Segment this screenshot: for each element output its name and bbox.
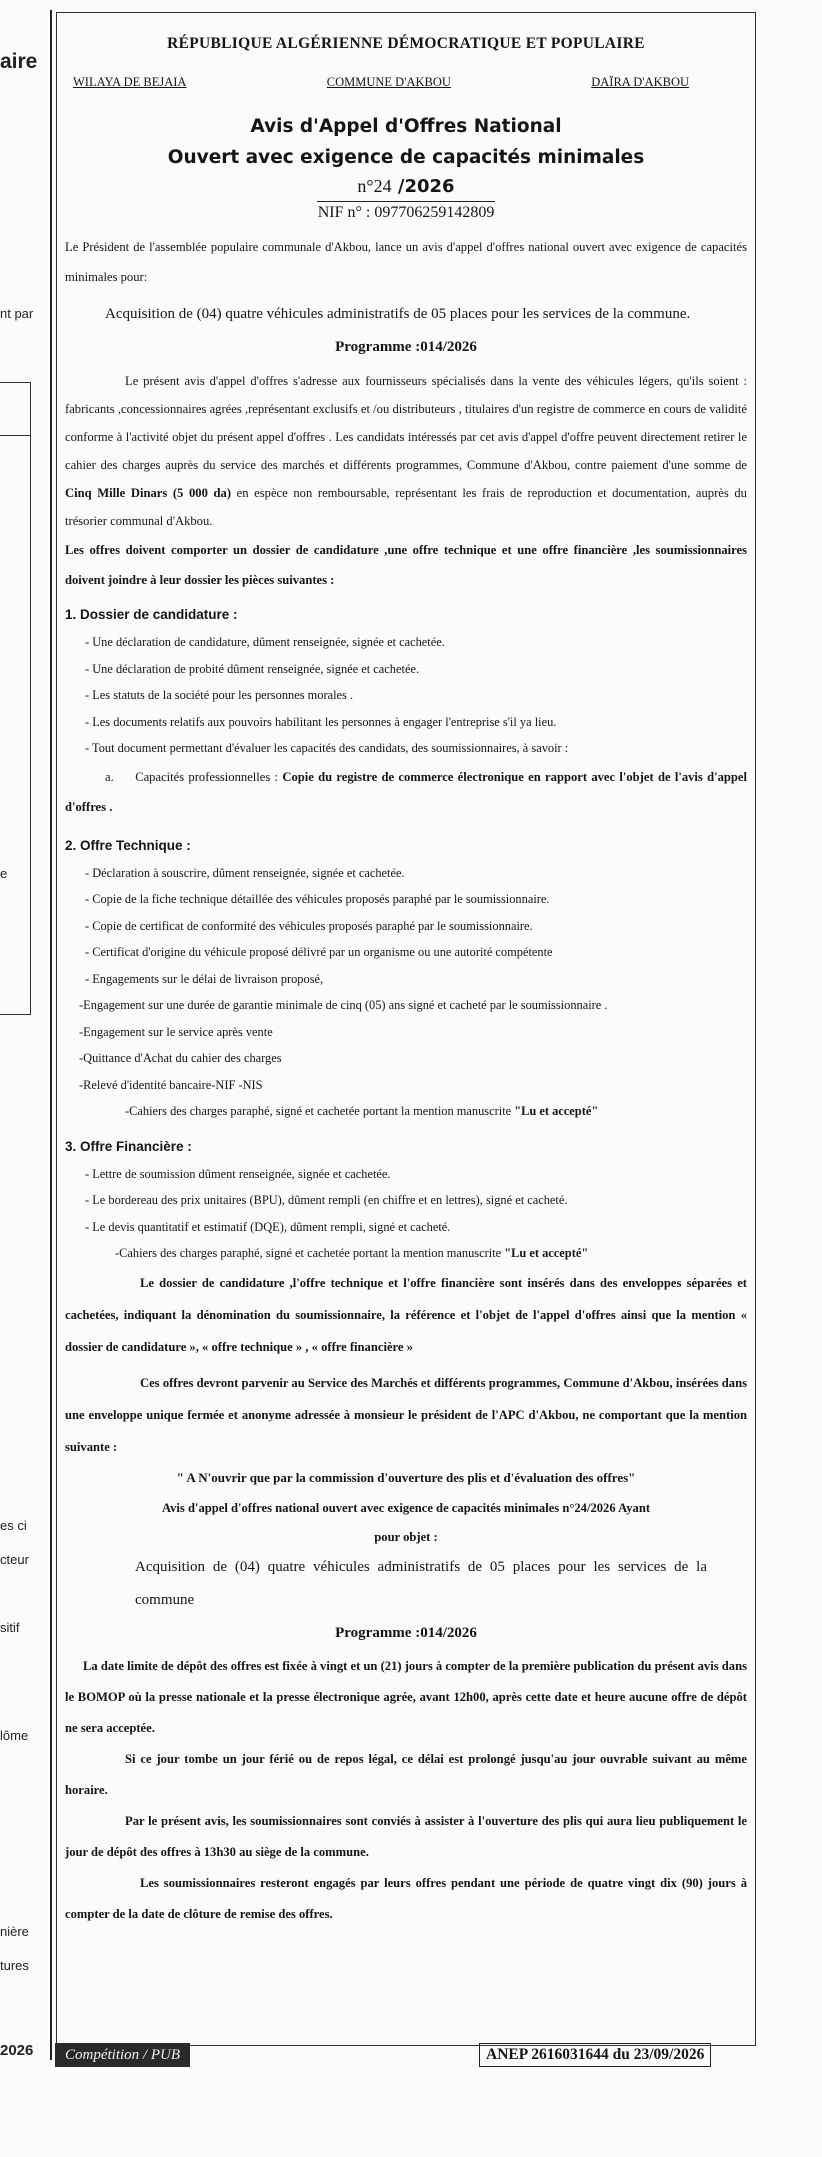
section-tag: Compétition / PUB <box>55 2043 190 2067</box>
fragment-text: tures <box>0 1958 29 1973</box>
fragment-text: sitif <box>0 1620 20 1635</box>
list-item: - Le devis quantitatif et estimatif (DQE), dûment rempli, signé et cacheté. <box>85 1219 451 1234</box>
paragraph-audience: Le présent avis d'appel d'offres s'adresse aux fournisseurs spécialisés dans la vente des véhicules légers, qu'ils soient : fabricants ,concessionnaires agrées ,représentant exclusifs et /ou distributeurs , titulaires d'un registre de commerce en cours de validité conforme à l'activité objet du présent appel d'offres . Les candidats intéressés par cet avis d'appel d'offre peuvent directement retirer le cahier des charges auprès du service des marchés et différents programmes, Commune d'Akbou, contre paiement d'une somme de Cinq Mille Dinars (5 000 da) en espèce non remboursable, représentant les frais de reproduction et documentation, auprès du trésorier communal d'Akbou. <box>65 374 747 528</box>
list-item: -Quittance d'Achat du cahier des charges <box>79 1051 282 1065</box>
list-item: -Engagement sur le service après vente <box>79 1024 273 1039</box>
notice-number: n°24 /2026 <box>357 176 455 197</box>
list-item: -Cahiers des charges paraphé, signé et cachetée portant la mention manuscrite "Lu et accepté" <box>125 1104 599 1118</box>
fragment-text: lôme <box>0 1728 29 1743</box>
fragment-box <box>0 434 31 1015</box>
wilaya-label: WILAYA DE BEJAIA <box>73 75 187 89</box>
paragraph-delivery: Ces offres devront parvenir au Service des Marchés et différents programmes, Commune d'Akbou, insérées dans une enveloppe unique fermée et anonyme adressée à monsieur le président de l'APC d'Akbou, ne comportant que la mention suivante : <box>65 1375 747 1454</box>
section-financial-title: 3. Offre Financière : <box>65 1138 192 1154</box>
fragment-text: 2026 <box>0 2042 34 2059</box>
pour-objet-label: pour objet : <box>374 1529 438 1544</box>
list-item: - Certificat d'origine du véhicule proposé délivré par un organisme ou une autorité compétente <box>85 945 553 959</box>
list-item: - Engagements sur le délai de livraison proposé, <box>85 971 324 986</box>
section-technical-title: 2. Offre Technique : <box>65 837 191 853</box>
list-item: -Relevé d'identité bancaire-NIF -NIS <box>79 1077 263 1092</box>
daira-label: DAÏRA D'AKBOU <box>591 75 689 89</box>
notice-body <box>57 232 755 1930</box>
list-item: - Tout document permettant d'évaluer les capacités des candidats, des soumissionnaires, à savoir : <box>85 741 569 755</box>
tender-notice <box>56 12 756 2046</box>
programme-label-repeat: Programme :014/2026 <box>335 1624 477 1641</box>
list-item: - Copie de certificat de conformité des véhicules proposés paraphé par le soumissionnaire. <box>85 918 533 933</box>
paragraph-holiday: Si ce jour tombe un jour férié ou de repos légal, ce délai est prolongé jusqu'au jour ouvrable suivant au même horaire. <box>65 1751 747 1797</box>
republic-heading: RÉPUBLIQUE ALGÉRIENNE DÉMOCRATIQUE ET POPULAIRE <box>167 35 645 52</box>
title-underline <box>317 201 495 202</box>
paragraph-validity: Les soumissionnaires resteront engagés par leurs offres pendant une période de quatre vingt dix (90) jours à compter de la date de clôture de remise des offres. <box>65 1875 747 1921</box>
adjacent-page-fragment <box>0 0 50 2157</box>
notice-title: Avis d'Appel d'Offres National <box>250 116 562 137</box>
admin-line <box>73 75 689 90</box>
nif-number: NIF n° : 097706259142809 <box>317 204 495 221</box>
list-item: - Une déclaration de probité dûment renseignée, signée et cachetée. <box>85 661 420 676</box>
fragment-text: es ci <box>0 1518 27 1533</box>
list-item: -Engagement sur une durée de garantie minimale de cinq (05) ans signé et cacheté par le soumissionnaire . <box>79 998 608 1012</box>
capacity-item: a. Capacités professionnelles : Copie du registre de commerce électronique en rapport avec l'objet de l'avis d'appel d'offres . <box>65 769 748 814</box>
opening-mention: " A N'ouvrir que par la commission d'ouverture des plis et d'évaluation des offres" <box>176 1469 636 1485</box>
list-item: - Les documents relatifs aux pouvoirs habilitant les personnes à engager l'entreprise s'il ya lieu. <box>85 714 557 729</box>
anep-reference: ANEP 2616031644 du 23/09/2026 <box>479 2043 711 2067</box>
commune-label: COMMUNE D'AKBOU <box>326 75 451 89</box>
fragment-text: aire <box>0 50 38 73</box>
avis-reference: Avis d'appel d'offres national ouvert avec exigence de capacités minimales n°24/2026 Ayant <box>161 1500 651 1515</box>
section-candidature-title: 1. Dossier de candidature : <box>65 607 238 622</box>
paragraph-deadline: La date limite de dépôt des offres est fixée à vingt et un (21) jours à compter de la première publication du présent avis dans le BOMOP où la presse nationale et la presse électronique agrée, avant 12h00, après cette date et heure aucune offre de dépôt ne sera acceptée. <box>65 1658 747 1735</box>
paragraph-opening: Par le présent avis, les soumissionnaires sont conviés à assister à l'ouverture des plis qui aura lieu publiquement le jour de dépôt des offres à 13h30 au siège de la commune. <box>65 1813 747 1859</box>
object-text: Acquisition de (04) quatre véhicules administratifs de 05 places pour les services de la commune. <box>105 306 691 322</box>
list-item: - Déclaration à souscrire, dûment renseignée, signée et cachetée. <box>85 865 405 880</box>
list-item: - Lettre de soumission dûment renseignée, signée et cachetée. <box>85 1166 391 1181</box>
list-item: - Les statuts de la société pour les personnes morales . <box>85 688 354 702</box>
object-text-repeat: Acquisition de (04) quatre véhicules administratifs de 05 places pour les services de la commune <box>135 1558 707 1608</box>
paragraph-envelopes: Le dossier de candidature ,l'offre technique et l'offre financière sont insérés dans des enveloppes séparées et cachetées, indiquant la dénomination du soumissionnaire, la référence et l'objet de l'appel d'offres ainsi que la mention « dossier de candidature », « offre technique » , « offre financière » <box>65 1275 747 1354</box>
notice-subtitle: Ouvert avec exigence de capacités minimales <box>167 147 645 168</box>
programme-label: Programme :014/2026 <box>335 339 477 355</box>
column-divider <box>50 10 52 2060</box>
fragment-text: cteur <box>0 1552 29 1567</box>
list-item: -Cahiers des charges paraphé, signé et cachetée portant la mention manuscrite "Lu et accepté" <box>115 1246 589 1260</box>
fragment-text: nière <box>0 1924 29 1939</box>
list-item: - Une déclaration de candidature, dûment renseignée, signée et cachetée. <box>85 635 445 649</box>
list-item: - Le bordereau des prix unitaires (BPU), dûment rempli (en chiffre et en lettres), signé et cacheté. <box>85 1193 568 1207</box>
list-item: - Copie de la fiche technique détaillée des véhicules proposés paraphé par le soumissionnaire. <box>85 892 550 906</box>
intro-paragraph: Le Président de l'assemblée populaire communale d'Akbou, lance un avis d'appel d'offres national ouvert avec exigence de capacités minimales pour: <box>65 240 747 284</box>
fragment-text: nt par <box>0 306 34 321</box>
offers-intro: Les offres doivent comporter un dossier de candidature ,une offre technique et une offre financière ,les soumissionnaires doivent joindre à leur dossier les pièces suivantes : <box>65 543 747 587</box>
fragment-text: e <box>0 866 8 881</box>
fragment-box <box>0 382 31 436</box>
